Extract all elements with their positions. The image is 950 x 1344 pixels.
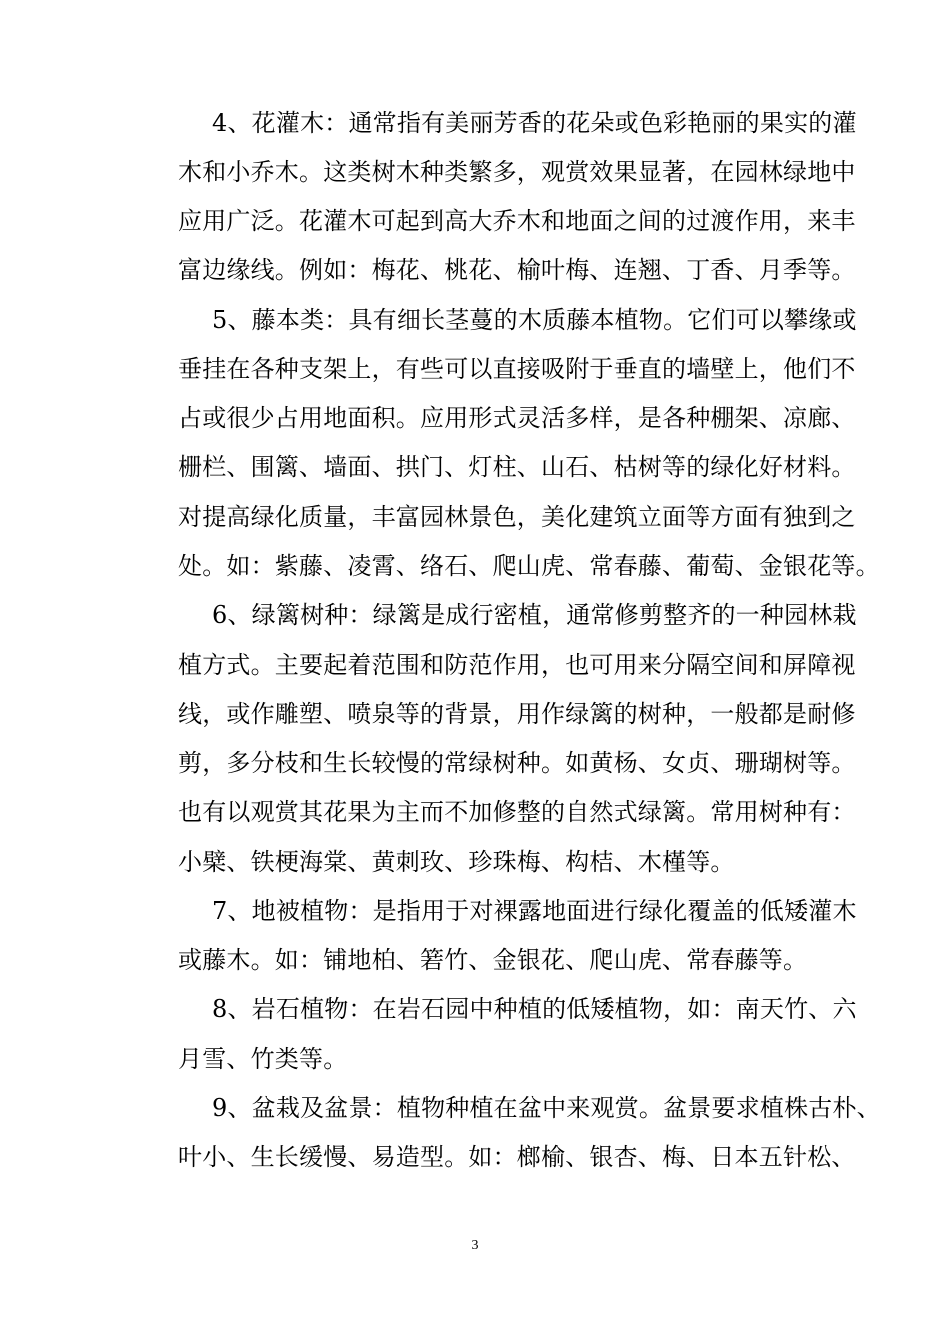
paragraph-4-line-1: 4、花灌木：通常指有美丽芳香的花朵或色彩艳丽的果实的灌 (212, 109, 857, 137)
paragraph-6-line-1: 6、绿篱树种：绿篱是成行密植，通常修剪整齐的一种园林栽 (212, 601, 857, 629)
paragraph-6-line-4: 剪，多分枝和生长较慢的常绿树种。如黄杨、女贞、珊瑚树等。 (178, 749, 856, 777)
paragraph-4-line-3: 应用广泛。花灌木可起到高大乔木和地面之间的过渡作用，来丰 (178, 207, 856, 235)
page-number: 3 (471, 1238, 479, 1253)
paragraph-6-line-3: 线，或作雕塑、喷泉等的背景，用作绿篱的树种，一般都是耐修 (178, 700, 856, 728)
paragraph-5-line-5: 对提高绿化质量，丰富园林景色，美化建筑立面等方面有独到之 (178, 503, 856, 531)
paragraph-7-line-2: 或藤木。如：铺地柏、箬竹、金银花、爬山虎、常春藤等。 (178, 946, 808, 974)
paragraph-4-line-2: 木和小乔木。这类树木种类繁多，观赏效果显著，在园林绿地中 (178, 158, 856, 186)
paragraph-5-line-3: 占或很少占用地面积。应用形式灵活多样，是各种棚架、凉廊、 (178, 404, 856, 432)
paragraph-8-line-1: 8、岩石植物：在岩石园中种植的低矮植物，如：南天竹、六 (212, 995, 857, 1023)
paragraph-4-line-4: 富边缘线。例如：梅花、桃花、榆叶梅、连翘、丁香、月季等。 (178, 256, 856, 284)
paragraph-5-line-4: 栅栏、围篱、墙面、拱门、灯柱、山石、枯树等的绿化好材料。 (178, 453, 856, 481)
paragraph-7-line-1: 7、地被植物：是指用于对裸露地面进行绿化覆盖的低矮灌木 (212, 897, 857, 925)
paragraph-8-line-2: 月雪、竹类等。 (178, 1045, 348, 1073)
paragraph-6-line-6: 小檗、铁梗海棠、黄刺玫、珍珠梅、构桔、木槿等。 (178, 848, 735, 876)
paragraph-5-line-6: 处。如：紫藤、凌霄、络石、爬山虎、常春藤、葡萄、金银花等。 (178, 552, 880, 580)
paragraph-6-line-2: 植方式。主要起着范围和防范作用，也可用来分隔空间和屏障视 (178, 651, 856, 679)
paragraph-5-line-2: 垂挂在各种支架上，有些可以直接吸附于垂直的墙壁上，他们不 (178, 355, 856, 383)
paragraph-9-line-1: 9、盆栽及盆景：植物种植在盆中来观赏。盆景要求植株古朴、 (212, 1094, 881, 1122)
paragraph-6-line-5: 也有以观赏其花果为主而不加修整的自然式绿篱。常用树种有： (178, 798, 856, 826)
paragraph-9-line-2: 叶小、生长缓慢、易造型。如：榔榆、银杏、梅、日本五针松、 (178, 1143, 856, 1171)
paragraph-5-line-1: 5、藤本类：具有细长茎蔓的木质藤本植物。它们可以攀缘或 (212, 306, 857, 334)
